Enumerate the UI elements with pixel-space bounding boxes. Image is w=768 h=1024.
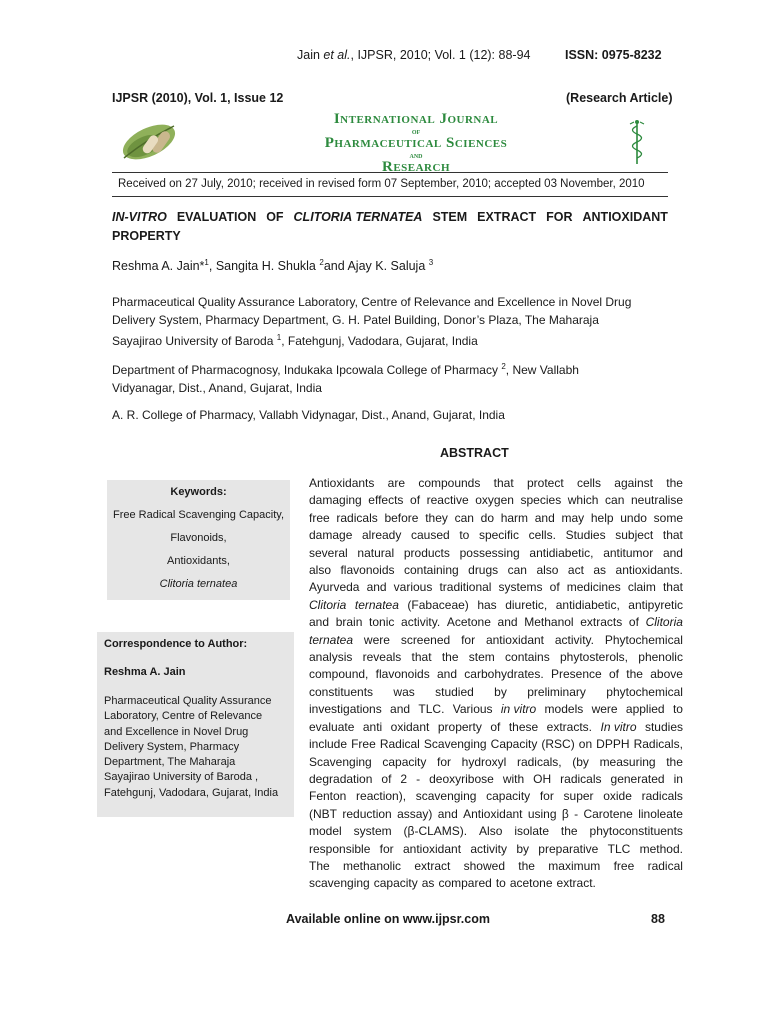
abstract-line: Scavenging capacity for hydroxyl radicals, (by measuring the — [309, 754, 683, 769]
title-word: EXTRACT — [477, 210, 537, 224]
abstract-line: include Free Radical Scavenging Capacity (RSC) on DPPH Radicals, — [309, 737, 683, 752]
abstract-line: constituents was studied by preliminary phytochemical — [309, 684, 683, 699]
abstract-line: compound, flavonoids and carbohydrates. Presence of the above — [309, 667, 683, 682]
keyword-item: Free Radical Scavenging Capacity, — [113, 509, 284, 521]
abstract-heading: ABSTRACT — [440, 446, 509, 460]
affiliation-1 — [112, 293, 668, 350]
abstract-line: free radicals before they can do harm and may help undo some — [309, 510, 683, 525]
title-line1 — [112, 208, 668, 227]
title-word: ANTIOXIDANT — [582, 210, 668, 224]
abstract-body — [309, 475, 683, 893]
authors: Reshma A. Jain*$^1$, Sangita H. Shukla $^2$and Ajay K. Saluja $^3$ — [112, 258, 434, 274]
received-dates: Received on 27 July, 2010; received in revised form 07 September, 2010; accepted 03 November, 2010 — [118, 178, 645, 190]
affiliation-2 — [112, 358, 668, 397]
keyword-item: Flavonoids, — [170, 532, 227, 544]
title-word: STEM — [432, 210, 468, 224]
keywords-box — [107, 480, 290, 600]
journal-logo-line5: Research — [381, 159, 450, 175]
title-word: FOR — [546, 210, 573, 224]
correspondence-name: Reshma A. Jain — [104, 666, 186, 678]
article-type: (Research Article) — [566, 91, 673, 105]
page-number: 88 — [651, 912, 665, 926]
affiliation-3: A. R. College of Pharmacy, Vallabh Vidynagar, Dist., Anand, Gujarat, India — [112, 408, 505, 422]
issn: ISSN: 0975-8232 — [565, 48, 662, 62]
title-word: CLITORIA TERNATEA — [293, 210, 423, 224]
title-line2: PROPERTY — [112, 229, 181, 243]
journal-logo-line2: of — [411, 126, 421, 136]
abstract-line: model system (β-CLAMS). Also isolate the phytoconstituents — [309, 824, 683, 839]
caduceus-icon — [624, 118, 650, 166]
keyword-item: Antioxidants, — [167, 555, 230, 567]
abstract-line: Antioxidants are compounds that protect cells against the — [309, 476, 683, 490]
affiliation-line: Department of Pharmacognosy, Indukaka Ipcowala College of Pharmacy $^2$, New Vallabh — [112, 362, 579, 377]
affiliation-line: Vidyanagar, Dist., Anand, Gujarat, India — [112, 381, 322, 395]
title-word: IN-VITRO — [112, 210, 167, 224]
abstract-line: investigations and TLC. Various in vitro models were applied to — [309, 702, 683, 717]
abstract-line: analysis reveals that the stem contains phytosterols, phenolic — [309, 650, 683, 665]
address-line: Sayajirao University of Baroda , — [104, 771, 259, 784]
correspondence-box — [97, 632, 294, 817]
affiliation-line: Sayajirao University of Baroda $^1$, Fatehgunj, Vadodara, Gujarat, India — [112, 333, 478, 348]
journal-logo-line4: and — [409, 150, 423, 160]
abstract-line: damaging effects of reactive oxygen species which can neutralise — [309, 493, 683, 508]
title-word: EVALUATION — [176, 210, 257, 224]
journal-issue: IJPSR (2010), Vol. 1, Issue 12 — [112, 91, 284, 105]
abstract-line: ternatea were screened for antioxidant activity. Phytochemical — [309, 632, 683, 647]
correspondence-heading: Correspondence to Author: — [104, 638, 248, 650]
abstract-line: Fenton reaction), scavenging capacity for super oxide radicals — [309, 789, 683, 804]
journal-logo-line3: Pharmaceutical Sciences — [324, 135, 508, 151]
correspondence-address — [104, 694, 278, 801]
abstract-line: The methanolic extract showed the maximum free radical — [309, 858, 683, 873]
affiliation-line: Delivery System, Pharmacy Department, G. H. Patel Building, Donor’s Plaza, The Maharaja — [112, 313, 599, 327]
address-line: Department, The Maharaja — [104, 756, 236, 769]
abstract-line: scavenging capacity as compared to acetone extract. — [309, 876, 596, 891]
abstract-line: also flavonoids containing drugs can also act as antioxidants. — [309, 563, 683, 578]
abstract-line: degradation of 2 - deoxyribose with OH radicals generated in — [309, 771, 683, 786]
abstract-line: damage already caused to specific cells. Studies subject that — [309, 528, 683, 543]
article-title — [112, 208, 668, 246]
address-line: Pharmaceutical Quality Assurance — [104, 695, 272, 707]
address-line: and Excellence in Novel Drug — [104, 725, 249, 738]
address-line: Fatehgunj, Vadodara, Gujarat, India — [104, 786, 279, 799]
journal-logo-line1: International Journal — [333, 111, 499, 127]
citation: Jain et al., IJPSR, 2010; Vol. 1 (12): 88-94 — [297, 48, 531, 62]
journal-logo — [296, 112, 536, 175]
title-word: OF — [266, 210, 284, 224]
abstract-line: responsible for antioxidant activity by preparative TLC method. — [309, 841, 683, 856]
abstract-line: and brain tonic activity. Acetone and Methanol extracts of Clitoria — [309, 615, 683, 630]
affiliation-line: Pharmaceutical Quality Assurance Laboratory, Centre of Relevance and Excellence in Novel Drug — [112, 295, 632, 309]
keywords-heading: Keywords: — [170, 486, 227, 498]
abstract-line: several natural products possessing antidiabetic, antitumor and — [309, 545, 683, 560]
abstract-line: Clitoria ternatea (Fabaceae) has diuretic, antidiabetic, antipyretic — [309, 597, 683, 612]
leaf-logo-icon — [116, 108, 182, 168]
abstract-line: Ayurveda and various traditional systems of medicines claim that — [309, 580, 683, 595]
abstract-line: evaluate anti oxidant property of these extracts. In vitro studies — [309, 719, 683, 734]
address-line: Laboratory, Centre of Relevance — [104, 710, 263, 723]
footer-availability: Available online on www.ijpsr.com — [286, 912, 490, 926]
header-rule-bottom — [112, 196, 668, 197]
header-rule-top — [112, 172, 668, 173]
abstract-line: (NBT reduction assay) and Antioxidant using β - Carotene linoleate — [309, 806, 683, 821]
keyword-item: Clitoria ternatea — [159, 578, 238, 590]
address-line: Delivery System, Pharmacy — [104, 740, 240, 753]
